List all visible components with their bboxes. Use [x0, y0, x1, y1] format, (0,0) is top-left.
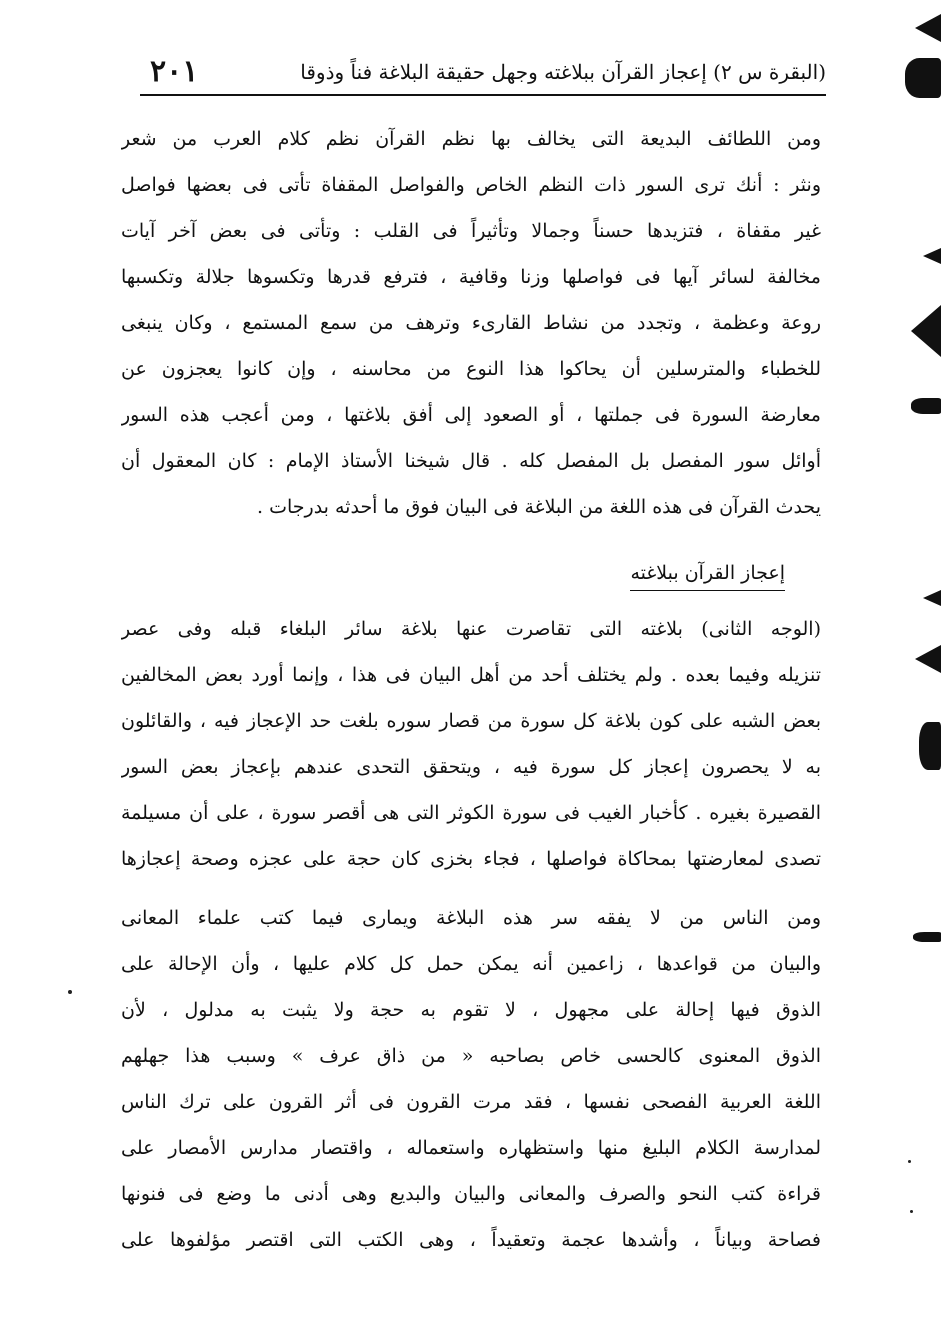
text-line: به لا يحصرون إعجاز كل سورة فيه ، ويتحقق التحدى عندهم بإعجاز بعض السور	[121, 756, 821, 778]
margin-scan-mark	[923, 248, 941, 264]
text-line: مخالفة لسائر آيها فى فواصلها وزنا وقافية ، فترفع قدرها وتكسوها جلالة وتكسبها	[121, 266, 821, 288]
margin-scan-mark	[919, 722, 941, 770]
running-header	[140, 50, 826, 96]
text-line: ونثر : أنك ترى السور ذات النظم الخاص والفواصل المقفاة تأتى فى بعضها فواصل	[121, 174, 821, 196]
paragraph-1	[121, 116, 821, 530]
margin-scan-mark	[915, 645, 941, 673]
text-line: الذوق فيها إحالة على مجهول ، لا تقوم به حجة ولا يثبت به مدلول ، لأن	[121, 999, 821, 1021]
margin-scan-mark	[915, 14, 941, 42]
margin-scan-mark	[913, 932, 941, 942]
margin-scan-mark	[911, 398, 941, 414]
header-title: (البقرة س ٢) إعجاز القرآن ببلاغته وجهل حقيقة البلاغة فناً وذوقا	[300, 60, 826, 84]
margin-scan-mark	[911, 305, 941, 357]
text-line: أوائل سور المفصل بل المفصل كله . قال شيخنا الأستاذ الإمام : كان المعقول أن	[121, 450, 821, 472]
section-heading: إعجاز القرآن ببلاغته	[630, 558, 785, 591]
margin-scan-mark	[923, 590, 941, 606]
text-line: معارضة السورة فى جملتها ، أو الصعود إلى أفق بلاغتها ، ومن أعجب هذه السور	[121, 404, 821, 426]
text-line: روعة وعظمة ، وتجدد من نشاط القارىء وترهف من سمع المستمع ، وكان ينبغى	[121, 312, 821, 334]
text-line: قراءة كتب النحو والصرف والمعانى والبيان والبديع وهى أدنى ما وضع فى فنونها	[121, 1183, 821, 1205]
text-line: تنزيله وفيما بعده . ولم يختلف أحد من أهل البيان فى هذا ، وإنما أورد بعض المخالفين	[121, 664, 821, 686]
scan-speck	[68, 990, 72, 994]
scan-speck	[910, 1210, 913, 1213]
text-line: غير مقفاة ، فتزيدها حسناً وجمالا وتأثيراً فى القلب : وتأتى فى بعض آخر آيات	[121, 220, 821, 242]
text-line: فصاحة وبياناً ، وأشدها عجمة وتعقيداً ، وهى الكتب التى اقتصر مؤلفوها على	[121, 1229, 821, 1251]
text-line: للخطباء والمترسلين أن يحاكوا هذا النوع من محاسنه ، وإن كانوا يعجزون عن	[121, 358, 821, 380]
text-line: يحدث القرآن فى هذه اللغة من البلاغة فى البيان فوق ما أحدثه بدرجات .	[257, 496, 821, 518]
text-line: ومن اللطائف البديعة التى يخالف بها نظم القرآن نظم كلام العرب من شعر	[121, 128, 821, 150]
margin-scan-mark	[905, 58, 941, 98]
text-line: تصدى لمعارضتها بمحاكاة فواصلها ، فجاء بخزى كان حجة على عجزه وصحة إعجازها	[121, 848, 821, 870]
page-number: ٢٠١	[150, 54, 199, 89]
scan-speck	[908, 1160, 911, 1163]
text-line: الذوق المعنوى كالحسى خاص بصاحبه « من ذاق عرف » وسبب هذا جهلهم	[121, 1045, 821, 1067]
paragraph-2	[121, 606, 821, 882]
paragraph-3	[121, 895, 821, 1263]
text-line: بعض الشبه على كون بلاغة كل سورة من قصار سوره بلغت حد الإعجاز فيه ، والقائلون	[121, 710, 821, 732]
text-line: القصيرة بغيره . كأخبار الغيب فى سورة الكوثر التى هى أقصر سورة ، على أن مسيلمة	[121, 802, 821, 824]
text-line: لمدارسة الكلام البليغ منها واستظهاره واستعماله ، واقتصار مدارس الأمصار على	[121, 1137, 821, 1159]
text-line: (الوجه الثانى) بلاغته التى تقاصرت عنها بلاغة سائر البلغاء قبله وفى عصر	[121, 618, 821, 640]
text-line: ومن الناس من لا يفقه سر هذه البلاغة ويمارى فيما كتب علماء المعانى	[121, 907, 821, 929]
text-line: والبيان من قواعدها ، زاعمين أنه يمكن حمل كل كلام عليها ، وأن الإحالة على	[121, 953, 821, 975]
text-line: اللغة العربية الفصحى نفسها ، فقد مرت القرون فى أثر القرون على ترك الناس	[121, 1091, 821, 1113]
